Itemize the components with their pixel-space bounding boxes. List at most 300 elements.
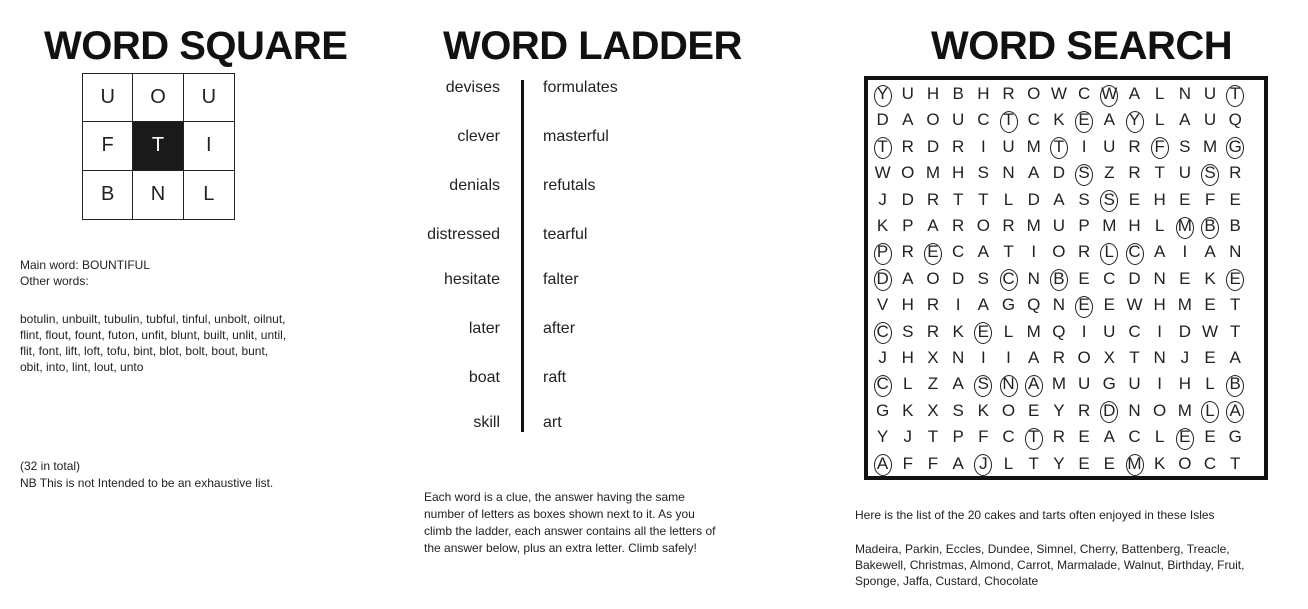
grid-letter: X — [927, 348, 939, 367]
grid-letter: X — [927, 400, 939, 420]
grid-letter: F — [927, 453, 939, 473]
grid-letter: D — [1052, 163, 1066, 183]
grid-row — [870, 110, 1248, 130]
grid-letter: Q — [1228, 110, 1242, 130]
found-letter-circle — [1000, 375, 1018, 397]
grid-letter: L — [903, 374, 913, 394]
grid-letter: C — [977, 110, 990, 130]
grid-letter: P — [876, 242, 889, 262]
grid-letter: R — [952, 216, 965, 235]
word-square-title: WORD SQUARE — [44, 24, 348, 68]
grid-letter: Y — [876, 84, 889, 103]
grid-letter: A — [927, 216, 939, 235]
grid-letter: O — [926, 110, 940, 130]
grid-letter: S — [977, 163, 990, 183]
grid-letter: K — [902, 400, 914, 420]
word-search-title: WORD SEARCH — [931, 24, 1233, 68]
grid-row — [870, 84, 1248, 104]
grid-letter: B — [1229, 374, 1241, 394]
ladder-instructions-line: the answer below, plus an extra letter. Climb safely! — [424, 541, 697, 555]
grid-letter: E — [1204, 295, 1216, 315]
grid-letter: C — [1128, 242, 1141, 262]
grid-letter: K — [1153, 453, 1166, 473]
found-letter-circle — [1176, 217, 1194, 239]
grid-letter: A — [1028, 163, 1040, 183]
found-letter-circle — [1126, 454, 1144, 476]
grid-letter: O — [901, 163, 915, 183]
grid-letter: R — [901, 242, 914, 262]
grid-letter: Y — [1128, 110, 1141, 130]
square-cell: F — [83, 122, 133, 170]
grid-letter: C — [1002, 268, 1015, 288]
grid-letter: I — [1081, 321, 1087, 341]
grid-letter: U — [1103, 321, 1116, 341]
grid-letter: I — [955, 295, 961, 315]
grid-letter: H — [1178, 374, 1191, 394]
grid-letter: S — [977, 374, 990, 394]
grid-letter: A — [1179, 110, 1191, 130]
grid-letter: E — [1179, 189, 1191, 209]
grid-letter: D — [901, 189, 914, 209]
grid-letter: E — [1229, 189, 1241, 209]
grid-letter: L — [1104, 242, 1115, 262]
grid-letter: Y — [876, 427, 889, 447]
grid-letter: T — [877, 136, 888, 156]
grid-letter: I — [1081, 136, 1087, 156]
grid-letter: D — [876, 268, 889, 288]
grid-letter: H — [977, 84, 990, 103]
main-word: Main word: BOUNTIFUL — [20, 258, 151, 272]
total-count: (32 in total) — [20, 459, 81, 473]
word-search-intro: Here is the list of the 20 cakes and tarts often enjoyed in these Isles — [855, 508, 1215, 522]
grid-letter: A — [1229, 348, 1241, 367]
grid-letter: O — [1052, 242, 1066, 262]
grid-letter: W — [1101, 84, 1118, 103]
grid-letter: J — [1180, 348, 1190, 367]
grid-letter: R — [1052, 427, 1066, 447]
grid-letter: S — [952, 400, 964, 420]
grid-letter: U — [952, 110, 965, 130]
ladder-clue-left: devises — [445, 79, 500, 96]
grid-letter: A — [1153, 242, 1166, 262]
grid-letter: N — [1153, 268, 1166, 288]
grid-letter: Q — [1027, 295, 1041, 315]
grid-letter: T — [1003, 110, 1014, 130]
grid-letter: J — [979, 453, 988, 473]
grid-letter: E — [1078, 453, 1090, 473]
grid-letter: I — [1006, 348, 1011, 367]
grid-letter: C — [1103, 268, 1116, 288]
word-list-line: obit, into, lint, lout, unto — [20, 360, 144, 374]
grid-letter: B — [952, 84, 964, 103]
ladder-clue-right: masterful — [543, 128, 609, 145]
grid-letter: A — [1229, 400, 1241, 420]
grid-letter: D — [1027, 189, 1040, 209]
grid-letter: E — [1078, 268, 1090, 288]
ladder-clue-left: boat — [468, 369, 500, 386]
grid-letter: K — [1053, 110, 1065, 130]
word-list-line: flint, flout, fount, futon, unfit, blunt, built, unlit, until, — [20, 328, 287, 342]
grid-letter: E — [1028, 400, 1040, 420]
grid-letter: P — [1078, 216, 1090, 235]
grid-letter: K — [876, 216, 889, 235]
found-letter-circle — [924, 243, 942, 265]
ladder-instructions-line: Each word is a clue, the answer having the same — [424, 490, 685, 504]
grid-letter: T — [1129, 348, 1140, 367]
grid-letter: E — [1103, 295, 1115, 315]
square-cell: N — [133, 171, 183, 219]
square-cell: L — [203, 183, 215, 206]
grid-letter: I — [1157, 321, 1163, 341]
grid-letter: R — [1128, 136, 1141, 156]
square-cell: O — [133, 74, 183, 122]
grid-letter: U — [1178, 163, 1191, 183]
grid-letter: S — [1078, 189, 1090, 209]
grid-letter: U — [1103, 136, 1116, 156]
word-square-grid — [82, 73, 235, 220]
grid-letter: D — [926, 136, 940, 156]
grid-letter: O — [1153, 400, 1167, 420]
ladder-clue-left: skill — [473, 414, 500, 431]
grid-letter: R — [952, 136, 965, 156]
grid-letter: M — [1177, 295, 1192, 315]
grid-letter: T — [952, 189, 964, 209]
grid-letter: E — [1204, 348, 1216, 367]
grid-letter: M — [1127, 453, 1142, 473]
grid-letter: U — [1052, 216, 1066, 235]
grid-letter: U — [901, 84, 914, 103]
word-list-line: flit, font, lift, loft, tofu, bint, blot, bolt, bout, bunt, — [20, 344, 269, 358]
grid-letter: N — [1002, 163, 1015, 183]
grid-letter: A — [1128, 84, 1141, 103]
grid-letter: P — [902, 216, 914, 235]
grid-letter: I — [1182, 242, 1188, 262]
grid-letter: L — [1154, 427, 1165, 447]
grid-letter: O — [1027, 84, 1041, 103]
grid-letter: E — [1204, 427, 1216, 447]
other-words-label: Other words: — [20, 274, 89, 288]
grid-letter: H — [901, 348, 914, 367]
cake-list-line: Bakewell, Christmas, Almond, Carrot, Marmalade, Walnut, Birthday, Fruit, — [855, 558, 1245, 572]
square-cell: U — [83, 74, 133, 122]
grid-letter: E — [1179, 268, 1191, 288]
grid-letter: Y — [1053, 453, 1065, 473]
grid-letter: E — [977, 321, 990, 341]
found-letter-circle — [1151, 137, 1169, 159]
found-letter-circle — [874, 375, 892, 397]
grid-letter: T — [1028, 453, 1039, 473]
grid-letter: E — [1128, 189, 1141, 209]
grid-letter: P — [952, 427, 964, 447]
cake-list-line: Madeira, Parkin, Eccles, Dundee, Simnel, Cherry, Battenberg, Treacle, — [855, 542, 1230, 556]
found-letter-circle — [1176, 428, 1194, 450]
grid-letter: L — [1154, 84, 1165, 103]
ladder-clue-right: after — [543, 320, 576, 337]
grid-letter: U — [1077, 374, 1091, 394]
grid-letter: R — [1077, 400, 1091, 420]
found-letter-circle — [1025, 375, 1043, 397]
grid-letter: A — [902, 268, 914, 288]
grid-letter: W — [1126, 295, 1143, 315]
grid-letter: R — [1077, 242, 1091, 262]
grid-letter: Y — [1053, 400, 1065, 420]
grid-letter: I — [1157, 374, 1163, 394]
grid-letter: D — [952, 268, 965, 288]
ladder-clue-right: formulates — [543, 79, 618, 96]
found-letter-circle — [1075, 111, 1093, 133]
grid-letter: M — [1177, 216, 1192, 235]
grid-letter: R — [926, 321, 940, 341]
grid-letter: N — [1128, 400, 1141, 420]
grid-letter: U — [1002, 136, 1015, 156]
found-letter-circle — [874, 454, 892, 476]
grid-row — [870, 322, 1248, 342]
grid-letter: D — [1103, 400, 1116, 420]
grid-letter: R — [1002, 84, 1015, 103]
grid-letter: F — [978, 427, 989, 447]
grid-letter: U — [1203, 84, 1217, 103]
grid-letter: S — [1078, 163, 1090, 183]
grid-letter: T — [1230, 295, 1241, 315]
grid-letter: X — [1103, 348, 1115, 367]
found-letter-circle — [1226, 85, 1244, 107]
grid-letter: L — [1205, 400, 1215, 420]
grid-letter: S — [977, 268, 990, 288]
grid-letter: C — [1027, 110, 1040, 130]
grid-letter: H — [926, 84, 940, 103]
square-center-cell: T — [133, 122, 183, 170]
grid-letter: C — [1128, 427, 1141, 447]
grid-letter: E — [1103, 453, 1115, 473]
grid-letter: I — [1031, 242, 1037, 262]
grid-letter: S — [902, 321, 914, 341]
grid-letter: F — [1154, 136, 1165, 156]
grid-letter: H — [1153, 189, 1166, 209]
grid-row — [870, 374, 1248, 394]
grid-letter: A — [1028, 348, 1040, 367]
grid-letter: O — [1178, 453, 1192, 473]
grid-letter: G — [1001, 295, 1016, 315]
grid-letter: R — [1229, 163, 1242, 183]
found-letter-circle — [1000, 269, 1018, 291]
grid-letter: T — [1003, 242, 1014, 262]
ladder-clue-right: art — [543, 414, 562, 431]
found-letter-circle — [1100, 85, 1118, 107]
cake-list-line: Sponge, Jaffa, Custard, Chocolate — [855, 574, 1039, 588]
grid-letter: C — [1128, 321, 1141, 341]
grid-letter: T — [927, 427, 939, 447]
grid-letter: C — [876, 374, 889, 394]
grid-letter: M — [1051, 374, 1066, 394]
ladder-clue-left: hesitate — [443, 271, 500, 288]
grid-letter: C — [952, 242, 965, 262]
found-letter-circle — [1201, 164, 1219, 186]
grid-letter: D — [876, 110, 889, 130]
grid-letter: S — [1204, 163, 1216, 183]
grid-letter: E — [1179, 427, 1191, 447]
grid-letter: U — [1128, 374, 1141, 394]
grid-letter: M — [1202, 136, 1218, 156]
grid-letter: A — [1028, 374, 1040, 394]
found-letter-circle — [874, 243, 892, 265]
grid-letter: N — [1229, 242, 1242, 262]
found-letter-circle — [1075, 296, 1093, 318]
square-cell: I — [184, 122, 234, 170]
grid-letter: N — [952, 348, 965, 367]
grid-letter: A — [902, 110, 914, 130]
grid-letter: W — [1202, 321, 1219, 341]
grid-letter: O — [926, 268, 940, 288]
found-letter-circle — [1126, 111, 1144, 133]
found-letter-circle — [1201, 217, 1219, 239]
grid-letter: J — [878, 189, 887, 209]
grid-letter: D — [1178, 321, 1191, 341]
grid-letter: V — [876, 295, 889, 315]
grid-letter: E — [1078, 427, 1090, 447]
grid-row — [870, 348, 1248, 368]
grid-letter: B — [1229, 216, 1241, 235]
grid-letter: L — [1154, 110, 1165, 130]
grid-letter: A — [876, 453, 889, 473]
grid-letter: B — [1053, 268, 1065, 288]
ladder-divider — [521, 80, 524, 432]
found-letter-circle — [1126, 243, 1144, 265]
grid-letter: M — [1177, 400, 1192, 420]
grid-row — [870, 401, 1248, 421]
ladder-clue-left: clever — [457, 128, 500, 145]
grid-letter: H — [952, 163, 965, 183]
found-letter-circle — [1000, 111, 1018, 133]
ladder-clue-right: falter — [543, 271, 579, 288]
grid-letter: T — [1230, 453, 1241, 473]
grid-letter: W — [1050, 84, 1067, 103]
grid-letter: O — [1077, 348, 1091, 367]
grid-letter: O — [976, 216, 990, 235]
ladder-clue-left: denials — [449, 177, 500, 194]
grid-letter: T — [1230, 321, 1241, 341]
grid-letter: C — [1203, 453, 1217, 473]
found-letter-circle — [874, 269, 892, 291]
grid-letter: H — [1128, 216, 1141, 235]
grid-letter: R — [1128, 163, 1141, 183]
grid-letter: R — [926, 295, 940, 315]
ladder-clue-right: raft — [543, 369, 567, 386]
grid-letter: T — [1154, 163, 1165, 183]
grid-letter: U — [1203, 110, 1217, 130]
grid-letter: G — [1228, 427, 1242, 447]
grid-letter: F — [902, 453, 913, 473]
grid-letter: L — [1003, 189, 1014, 209]
grid-letter: R — [1052, 348, 1066, 367]
grid-letter: S — [1179, 136, 1191, 156]
grid-row — [870, 163, 1248, 183]
grid-letter: B — [1204, 216, 1216, 235]
grid-letter: E — [1078, 110, 1090, 130]
grid-letter: N — [1002, 374, 1015, 394]
grid-letter: Z — [927, 374, 939, 394]
grid-letter: L — [1205, 374, 1215, 394]
grid-letter: J — [878, 348, 887, 367]
grid-letter: R — [901, 136, 914, 156]
grid-letter: H — [901, 295, 914, 315]
grid-letter: A — [1103, 427, 1115, 447]
ladder-clue-left: later — [468, 320, 500, 337]
grid-letter: H — [1153, 295, 1166, 315]
grid-letter: I — [980, 136, 986, 156]
grid-letter: M — [1026, 216, 1041, 235]
found-letter-circle — [874, 322, 892, 344]
grid-letter: L — [1003, 321, 1014, 341]
grid-letter: M — [1026, 136, 1041, 156]
grid-letter: S — [1103, 189, 1115, 209]
grid-letter: L — [1003, 453, 1014, 473]
grid-letter: R — [1002, 216, 1015, 235]
grid-letter: K — [952, 321, 964, 341]
grid-letter: C — [876, 321, 889, 341]
grid-letter: T — [1230, 84, 1241, 103]
ladder-clue-right: tearful — [543, 226, 588, 243]
word-search-grid — [864, 76, 1268, 480]
grid-letter: A — [1053, 189, 1065, 209]
grid-letter: A — [977, 295, 990, 315]
found-letter-circle — [874, 85, 892, 107]
grid-letter: J — [903, 427, 913, 447]
grid-letter: F — [1204, 189, 1216, 209]
grid-letter: W — [874, 163, 891, 183]
grid-letter: O — [1001, 400, 1016, 420]
found-letter-circle — [1075, 164, 1093, 186]
grid-letter: E — [1229, 268, 1241, 288]
square-cell: B — [83, 171, 133, 219]
grid-letter: C — [1077, 84, 1091, 103]
grid-letter: G — [1228, 136, 1242, 156]
found-letter-circle — [874, 137, 892, 159]
grid-letter: N — [1027, 268, 1040, 288]
grid-letter: D — [1128, 268, 1141, 288]
grid-letter: A — [952, 453, 964, 473]
grid-row — [870, 190, 1248, 210]
grid-letter: K — [977, 400, 990, 420]
grid-letter: Z — [1104, 163, 1115, 183]
grid-letter: I — [980, 348, 986, 367]
word-list-line: botulin, unbuilt, tubulin, tubful, tinful, unbolt, oilnut, — [20, 312, 286, 326]
ladder-clue-right: refutals — [543, 177, 596, 194]
grid-letter: A — [1204, 242, 1216, 262]
ladder-clue-left: distressed — [427, 226, 500, 243]
ladder-instructions-line: number of letters as boxes shown next to it. As you — [424, 507, 695, 521]
grid-letter: G — [875, 400, 890, 420]
found-letter-circle — [1025, 428, 1043, 450]
grid-letter: A — [977, 242, 990, 262]
grid-letter: N — [1052, 295, 1066, 315]
grid-letter: T — [1053, 136, 1065, 156]
grid-row — [870, 454, 1248, 474]
grid-letter: N — [1153, 348, 1166, 367]
word-ladder-title: WORD LADDER — [443, 24, 742, 68]
grid-letter: L — [1154, 216, 1165, 235]
grid-letter: A — [952, 374, 964, 394]
grid-letter: M — [925, 163, 941, 183]
grid-letter: Q — [1052, 321, 1066, 341]
grid-letter: G — [1102, 374, 1116, 394]
grid-letter: A — [1103, 110, 1115, 130]
grid-row — [870, 295, 1248, 315]
grid-letter: K — [1204, 268, 1216, 288]
note: NB This is not Intended to be an exhaustive list. — [20, 476, 274, 490]
grid-letter: C — [1002, 427, 1015, 447]
grid-letter: T — [1028, 427, 1039, 447]
ladder-instructions-line: climb the ladder, each answer contains all the letters of — [424, 524, 716, 538]
